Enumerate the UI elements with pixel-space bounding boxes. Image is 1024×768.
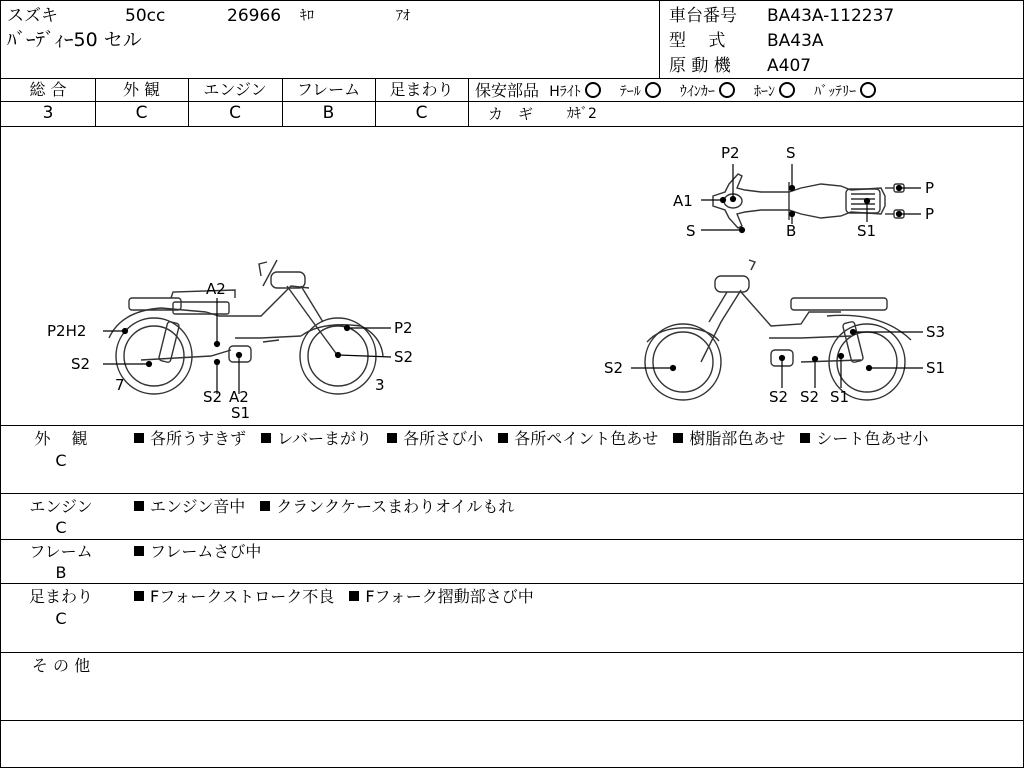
grade-overall: 3 bbox=[42, 103, 54, 123]
divider bbox=[1, 539, 1023, 540]
safety-item-winker: ｳｲﾝｶｰ bbox=[679, 84, 715, 100]
top-view-drawing bbox=[713, 174, 904, 228]
divider bbox=[1, 720, 1023, 721]
diagram-label: S2 bbox=[71, 355, 91, 373]
divider bbox=[1, 652, 1023, 653]
ok-circle-icon bbox=[645, 82, 661, 98]
ok-circle-icon bbox=[719, 82, 735, 98]
diagram-label: P2H2 bbox=[47, 322, 87, 340]
remark-label-exterior: 外 観 bbox=[34, 429, 88, 448]
bullet-square-icon bbox=[261, 433, 271, 443]
safety-item-battery: ﾊﾞｯﾃﾘｰ bbox=[814, 84, 857, 100]
diagram-label: S2 bbox=[394, 348, 414, 366]
bullet-square-icon bbox=[387, 433, 397, 443]
remark-grade-exterior: C bbox=[55, 451, 67, 470]
grade-label-engine: エンジン bbox=[203, 80, 267, 99]
safety-item-headlight: Hﾗｲﾄ bbox=[549, 84, 581, 100]
bullet-square-icon bbox=[349, 591, 359, 601]
diagram-label: P bbox=[925, 179, 935, 197]
diagram-label: S2 bbox=[800, 388, 820, 406]
right-view-drawing bbox=[645, 260, 911, 400]
engine-label: 原 動 機 bbox=[669, 56, 731, 76]
remark-grade-suspension: C bbox=[55, 609, 67, 628]
bullet-square-icon bbox=[673, 433, 683, 443]
remark-item: 各所うすきず bbox=[150, 429, 247, 448]
divider bbox=[1, 78, 1023, 79]
maker: スズキ bbox=[7, 6, 58, 26]
model-name: ﾊﾞｰﾃﾞｨｰ50 セル bbox=[7, 29, 142, 51]
remark-item: フレームさび中 bbox=[150, 542, 262, 561]
grade-engine: C bbox=[229, 103, 241, 123]
left-view-drawing bbox=[109, 260, 383, 394]
remark-item: 樹脂部色あせ bbox=[689, 429, 786, 448]
remark-item: 各所さび小 bbox=[403, 429, 484, 448]
diagram-label: S2 bbox=[203, 388, 223, 406]
divider bbox=[1, 425, 1023, 426]
divider bbox=[1, 583, 1023, 584]
ok-circle-icon bbox=[585, 82, 601, 98]
safety-parts bbox=[475, 81, 876, 102]
safety-item-tail: ﾃｰﾙ bbox=[619, 84, 641, 100]
bullet-square-icon bbox=[134, 591, 144, 601]
diagram-label: A1 bbox=[673, 192, 693, 210]
mileage: 26966 bbox=[227, 6, 282, 26]
frame-no-label: 車台番号 bbox=[669, 6, 737, 26]
remark-item: Fフォーク摺動部さび中 bbox=[365, 587, 534, 606]
safety-label: 保安部品 bbox=[475, 81, 540, 100]
remark-item: エンジン音中 bbox=[150, 497, 246, 516]
diagram-label: 3 bbox=[375, 376, 385, 394]
grade-suspension: C bbox=[415, 103, 428, 123]
diagram-label: S1 bbox=[926, 359, 946, 377]
remark-text-frame bbox=[134, 541, 1014, 563]
diagram-label: S bbox=[786, 144, 796, 162]
ok-circle-icon bbox=[860, 82, 876, 98]
remark-text-exterior bbox=[134, 428, 1014, 450]
remark-text-suspension bbox=[134, 586, 1014, 608]
remark-label-engine: エンジン bbox=[29, 497, 93, 516]
key-label: カ ギ bbox=[488, 105, 534, 123]
diagram-label: P2 bbox=[394, 319, 413, 337]
displacement: 50cc bbox=[125, 6, 166, 26]
grid-line bbox=[468, 78, 469, 126]
bullet-square-icon bbox=[134, 546, 144, 556]
top-view-callouts bbox=[701, 164, 921, 233]
safety-item-horn: ﾎｰﾝ bbox=[754, 84, 775, 100]
remark-item: クランクケースまわりオイルもれ bbox=[276, 497, 515, 516]
grade-frame: B bbox=[322, 103, 335, 123]
mileage-unit: ｷﾛ bbox=[300, 8, 314, 24]
bullet-square-icon bbox=[134, 433, 144, 443]
remark-item: 各所ペイント色あせ bbox=[514, 429, 659, 448]
bullet-square-icon bbox=[260, 501, 270, 511]
grade-label-frame: フレーム bbox=[296, 80, 361, 99]
diagram-label: S1 bbox=[857, 222, 877, 240]
divider bbox=[1, 493, 1023, 494]
grade-label-exterior: 外 観 bbox=[122, 80, 161, 99]
remark-grade-frame: B bbox=[55, 563, 67, 582]
bullet-square-icon bbox=[800, 433, 810, 443]
diagram-label: P bbox=[925, 205, 935, 223]
diagram-label: S2 bbox=[769, 388, 789, 406]
remark-item: レバーまがり bbox=[277, 429, 372, 448]
diagram-label: A2 bbox=[206, 280, 226, 298]
diagram-label: S3 bbox=[926, 323, 946, 341]
diagram-label: S2 bbox=[604, 359, 624, 377]
ok-circle-icon bbox=[779, 82, 795, 98]
remark-item: Fフォークストローク不良 bbox=[150, 587, 335, 606]
engine-code: A407 bbox=[767, 56, 812, 76]
grade-exterior: C bbox=[135, 103, 148, 123]
grade-label-overall: 総 合 bbox=[29, 80, 67, 99]
diagram-label: S1 bbox=[231, 404, 251, 422]
bullet-square-icon bbox=[134, 501, 144, 511]
grade-label-suspension: 足まわり bbox=[389, 80, 454, 99]
bullet-square-icon bbox=[498, 433, 508, 443]
remark-item: シート色あせ小 bbox=[816, 429, 929, 448]
header-divider bbox=[659, 1, 660, 78]
model-code: BA43A bbox=[767, 31, 824, 51]
model-code-label: 型 式 bbox=[669, 31, 726, 51]
remark-text-engine bbox=[134, 496, 1014, 518]
diagram-label: S bbox=[686, 222, 696, 240]
key-value: ｶｷﾞ2 bbox=[567, 106, 597, 122]
color: ｱｵ bbox=[396, 8, 410, 24]
diagram-label: P2 bbox=[721, 144, 740, 162]
remark-grade-engine: C bbox=[55, 518, 67, 537]
remark-label-suspension: 足まわり bbox=[28, 587, 93, 606]
frame-no: BA43A-112237 bbox=[767, 6, 895, 26]
diagram-label: B bbox=[786, 222, 797, 240]
remark-label-frame: フレーム bbox=[29, 542, 93, 561]
bike-diagrams bbox=[1, 126, 1023, 426]
diagram-label: A2 bbox=[229, 388, 249, 406]
diagram-label: S1 bbox=[830, 388, 850, 406]
diagram-label: 7 bbox=[115, 376, 125, 394]
remark-label-other: そ の 他 bbox=[31, 656, 91, 675]
